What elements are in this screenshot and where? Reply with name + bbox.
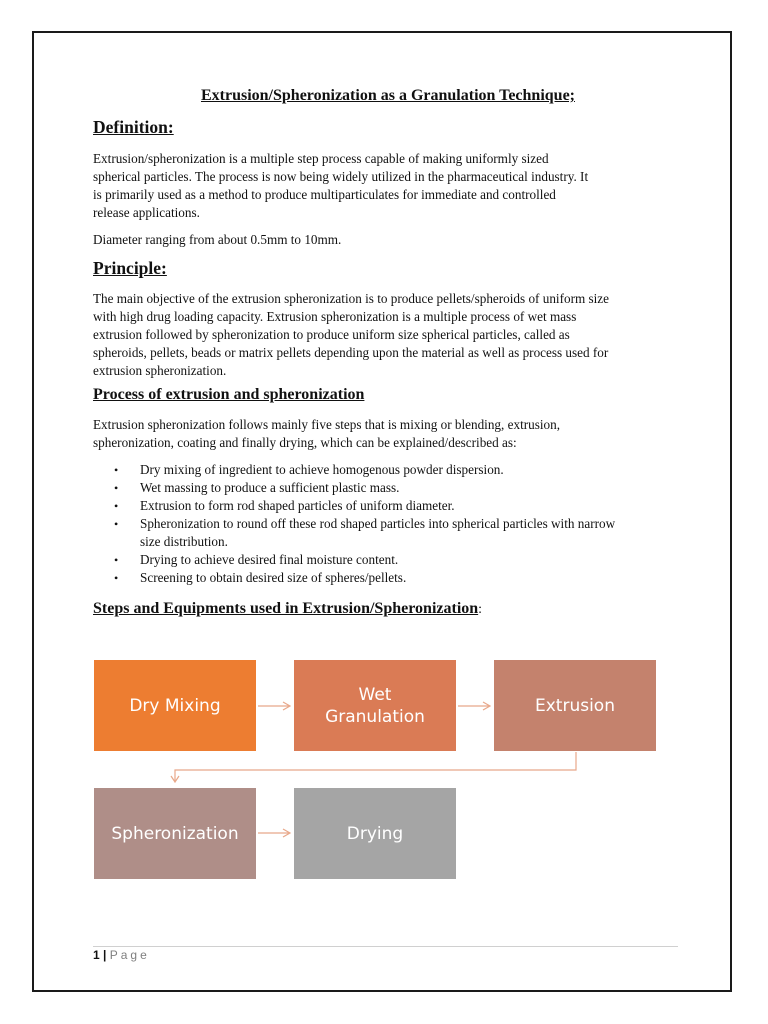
bullet-icon: • [114, 571, 119, 585]
definition-heading: Definition: [93, 117, 174, 137]
flow-step-label: Spheronization [111, 823, 239, 844]
flow-step-label: Wet Granulation [325, 684, 425, 727]
arrow-spheronization-to-drying [258, 829, 290, 837]
principle-heading: Principle: [93, 258, 167, 278]
definition-line: is primarily used as a method to produce multiparticulates for immediate and controlled [93, 187, 556, 202]
arrow-dry-to-wet [258, 702, 290, 710]
principle-line: with high drug loading capacity. Extrusion spheronization is a multiple process of wet mass [93, 309, 577, 324]
diameter-paragraph: Diameter ranging from about 0.5mm to 10mm. [93, 232, 342, 247]
page-number: 1 [93, 948, 100, 962]
definition-line: spherical particles. The process is now being widely utilized in the pharmaceutical industry. It [93, 169, 589, 184]
steps-heading-colon: : [478, 602, 483, 617]
arrow-wet-to-extrusion [458, 702, 490, 710]
principle-line: The main objective of the extrusion spheronization is to produce pellets/spheroids of uniform size [93, 291, 610, 306]
list-item-text: Dry mixing of ingredient to achieve homogenous powder dispersion. [140, 462, 504, 477]
arrow-extrusion-to-spheronization [171, 752, 576, 782]
list-item-text: Spheronization to round off these rod shaped particles into spherical particles with narrow [140, 516, 616, 531]
flow-step-label: Extrusion [535, 695, 615, 716]
list-item-text: Wet massing to produce a sufficient plastic mass. [140, 480, 400, 495]
flow-step-drying [294, 788, 456, 879]
bullet-icon: • [114, 463, 119, 477]
principle-line: extrusion spheronization. [93, 363, 227, 378]
document-title: Extrusion/Spheronization as a Granulation Technique; [200, 87, 575, 104]
bullet-icon: • [114, 499, 119, 513]
bullet-icon: • [114, 553, 119, 567]
page-label: Page [109, 948, 150, 962]
flow-step-spheronization [94, 788, 256, 879]
list-item-text: size distribution. [140, 534, 228, 549]
flow-step-wet-granulation [294, 660, 456, 751]
steps-heading-text: Steps and Equipments used in Extrusion/Spheronization [93, 600, 479, 617]
process-intro-line: spheronization, coating and finally drying, which can be explained/described as: [93, 435, 517, 450]
bullet-icon: • [114, 481, 119, 495]
list-item-text: Extrusion to form rod shaped particles of uniform diameter. [140, 498, 455, 513]
footer-separator: | [103, 948, 107, 962]
principle-line: spheroids, pellets, beads or matrix pellets depending upon the material as well as process used for [93, 345, 609, 360]
flow-step-label: Dry Mixing [129, 695, 221, 716]
process-intro-line: Extrusion spheronization follows mainly five steps that is mixing or blending, extrusion, [93, 417, 560, 432]
process-heading: Process of extrusion and spheronization [93, 386, 365, 403]
flow-step-label: Drying [346, 823, 404, 844]
footer-divider [93, 946, 678, 947]
definition-line: Extrusion/spheronization is a multiple step process capable of making uniformly sized [93, 151, 549, 166]
flow-step-dry-mixing [94, 660, 256, 751]
list-item-text: Screening to obtain desired size of spheres/pellets. [140, 570, 407, 585]
list-item-text: Drying to achieve desired final moisture content. [140, 552, 399, 567]
principle-line: extrusion followed by spheronization to produce uniform size spherical particles, called as [93, 327, 570, 342]
definition-line: release applications. [93, 205, 200, 220]
flow-step-extrusion [494, 660, 656, 751]
page-footer [93, 948, 150, 962]
bullet-icon: • [114, 517, 119, 531]
